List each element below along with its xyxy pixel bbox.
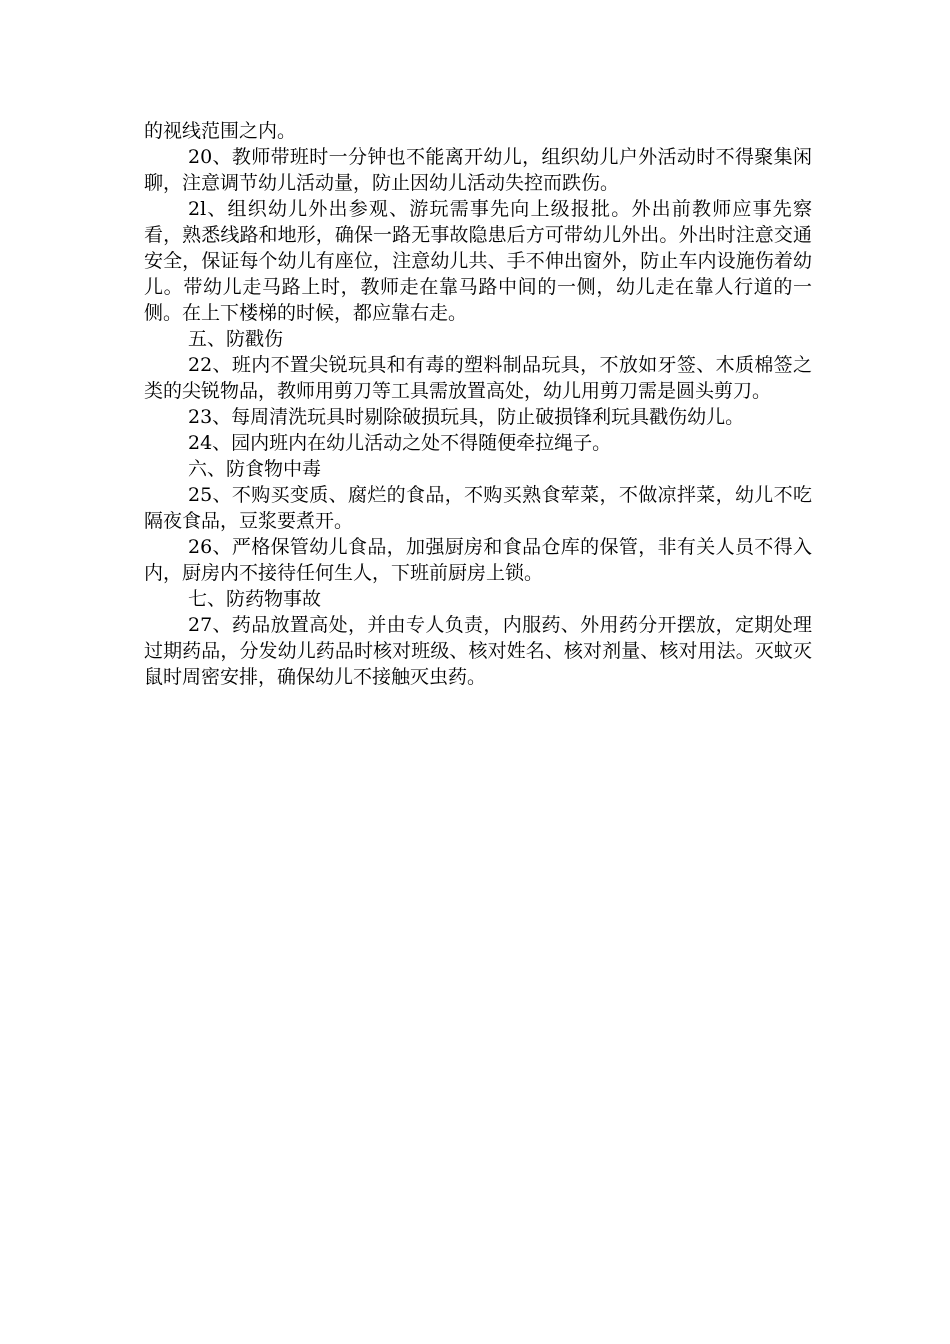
- paragraph-item-23: 23、每周清洗玩具时剔除破损玩具，防止破损锋利玩具戳伤幼儿。: [188, 406, 745, 428]
- section-heading-7: 七、防药物事故: [188, 588, 322, 610]
- paragraph-item-26: 26、严格保管幼儿食品，加强厨房和食品仓库的保管，非有关人员不得入内，厨房内不接待任何生人，下班前厨房上锁。: [144, 536, 812, 584]
- document-body: [144, 118, 812, 690]
- paragraph-item-22: 22、班内不置尖锐玩具和有毒的塑料制品玩具，不放如牙签、木质棉签之类的尖锐物品，教师用剪刀等工具需放置高处，幼儿用剪刀需是圆头剪刀。: [144, 354, 812, 402]
- paragraph-item-27: 27、药品放置高处，并由专人负责，内服药、外用药分开摆放，定期处理过期药品，分发幼儿药品时核对班级、核对姓名、核对剂量、核对用法。灭蚊灭鼠时周密安排，确保幼儿不接触灭虫药。: [144, 614, 812, 688]
- paragraph-item-24: 24、园内班内在幼儿活动之处不得随便牵拉绳子。: [188, 432, 612, 454]
- paragraph-item-25: 25、不购买变质、腐烂的食品，不购买熟食荤菜，不做凉拌菜，幼儿不吃隔夜食品，豆浆要煮开。: [144, 484, 812, 532]
- paragraph-item-20: 20、教师带班时一分钟也不能离开幼儿，组织幼儿户外活动时不得聚集闲聊，注意调节幼儿活动量，防止因幼儿活动失控而跌伤。: [144, 146, 812, 194]
- section-heading-6: 六、防食物中毒: [188, 458, 322, 480]
- paragraph-item-21: 2l、组织幼儿外出参观、游玩需事先向上级报批。外出前教师应事先察看，熟悉线路和地形，确保一路无事故隐患后方可带幼儿外出。外出时注意交通安全，保证每个幼儿有座位，注意幼儿共、手不伸出窗外，防止车内设施伤着幼儿。带幼儿走马路上时，教师走在靠马路中间的一侧，幼儿走在靠人行道的一侧。在上下楼梯的时候，都应靠右走。: [144, 198, 812, 324]
- section-heading-5: 五、防戳伤: [188, 328, 284, 350]
- paragraph-continuation: 的视线范围之内。: [144, 120, 297, 142]
